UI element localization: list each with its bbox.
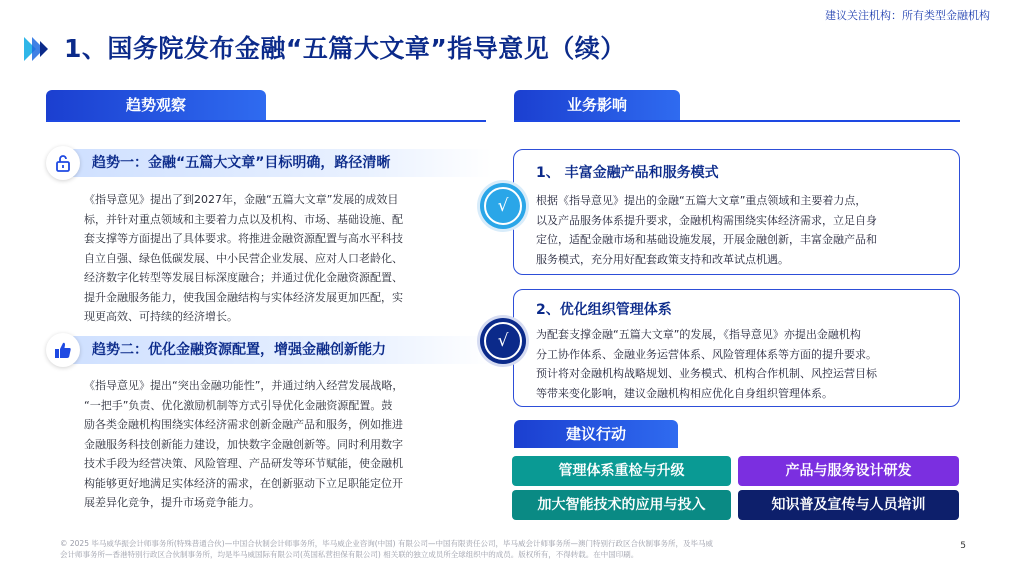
text-line: 金融服务科技创新能力建设，加快数字金融创新等。同时利用数字 — [84, 437, 403, 451]
thumbs-up-icon — [46, 333, 80, 367]
text-line: 技术手段为经营决策、风险管理、产品研发等环节赋能，使金融机 — [84, 457, 403, 470]
checkmark-icon: √ — [480, 318, 526, 364]
impact-card-1-title: 1、 丰富金融产品和服务模式 — [536, 165, 719, 181]
text-line: 根据《指导意见》提出的金融“五篇大文章”重点领域和主要着力点， — [536, 194, 867, 207]
impact-card-2-body — [536, 325, 952, 403]
action-product-design: 产品与服务设计研发 — [738, 456, 959, 486]
text-line: 套支撑等方面提出了具体要求。将推进金融资源配置与高水平科技 — [84, 232, 403, 245]
text-line: 以及产品服务体系提升要求，金融机构需围绕实体经济需求，立足自身 — [536, 213, 877, 227]
text-line: 服务模式，充分用好配套政策支持和改革试点机遇。 — [536, 252, 789, 266]
trend-2-body — [84, 376, 484, 513]
lock-icon — [46, 146, 80, 180]
text-line: 《指导意见》提出了到2027年，金融“五篇大文章”发展的成效目 — [84, 193, 399, 206]
text-line: 自立自强、绿色低碳发展、中小民营企业发展、应对人口老龄化、 — [84, 251, 403, 265]
section-header-trends: 趋势观察 — [46, 90, 266, 120]
action-smart-tech: 加大智能技术的应用与投入 — [512, 490, 731, 520]
text-line: 等带来变化影响，建议金融机构相应优化自身组织管理体系。 — [536, 386, 833, 400]
text-line: 构能够更好地满足实体经济的需求，在创新驱动下立足职能定位开 — [84, 476, 403, 490]
section-divider — [514, 120, 960, 122]
text-line: 现更高效、可持续的经济增长。 — [84, 310, 238, 323]
text-line: 定位，适配金融市场和基础设施发展，开展金融创新，丰富金融产品和 — [536, 233, 877, 246]
text-line: 经济数字化转型等发展目标深度融合；并通过优化金融资源配置、 — [84, 271, 403, 284]
text-line: 标，并针对重点领域和主要着力点以及机构、市场、基础设施、配 — [84, 212, 403, 226]
impact-card-2-title: 2、优化组织管理体系 — [536, 302, 672, 318]
text-line: 分工协作体系、金融业务运营体系、风险管理体系等方面的提升要求。 — [536, 347, 877, 361]
page-number: 5 — [960, 541, 966, 551]
checkmark-icon: √ — [480, 183, 526, 229]
text-line: 励各类金融机构围绕实体经济需求创新金融产品和服务，例如推进 — [84, 418, 403, 431]
text-line: 为配套支撑金融“五篇大文章”的发展，《指导意见》亦提出金融机构 — [536, 328, 861, 341]
top-note: 建议关注机构：所有类型金融机构 — [825, 9, 990, 22]
play-arrows-icon — [22, 33, 54, 65]
action-management-review: 管理体系重检与升级 — [512, 456, 731, 486]
action-training: 知识普及宣传与人员培训 — [738, 490, 959, 520]
trend-2-title: 趋势二：优化金融资源配置，增强金融创新能力 — [70, 336, 492, 364]
footer-copyright — [60, 538, 840, 560]
section-divider — [46, 120, 486, 122]
text-line: 《指导意见》提出“突出金融功能性”，并通过纳入经营发展战略， — [84, 379, 404, 392]
page-title: 1、国务院发布金融“五篇大文章”指导意见（续） — [64, 34, 626, 63]
trend-1-title: 趋势一：金融“五篇大文章”目标明确，路径清晰 — [70, 149, 492, 177]
trend-1-body — [84, 190, 484, 327]
text-line: © 2025 毕马威华振会计师事务所(特殊普通合伙)—中国合伙制会计师事务所，毕马威企业咨询(中国) 有限公司—中国有限责任公司，毕马威会计师事务所—澳门特别行政区合伙制事务所，及毕马威 — [60, 539, 713, 548]
text-line: 预计将对金融机构战略规划、业务模式、机构合作机制、风控运营目标 — [536, 367, 877, 380]
text-line: “一把手”负责、优化激励机制等方式引导优化金融资源配置。鼓 — [84, 398, 393, 412]
text-line: 展差异化竞争，提升市场竞争能力。 — [84, 496, 260, 509]
impact-card-1-body — [536, 191, 952, 269]
section-header-impact: 业务影响 — [514, 90, 680, 120]
text-line: 提升金融服务能力，使我国金融结构与实体经济发展更加匹配，实 — [84, 290, 403, 304]
section-header-actions: 建议行动 — [514, 420, 678, 448]
text-line: 会计师事务所—香港特别行政区合伙制事务所，均是毕马威国际有限公司(英国私营担保有限公司) 相关联的独立成员所全球组织中的成员。版权所有，不得转载。在中国印刷。 — [60, 550, 639, 559]
